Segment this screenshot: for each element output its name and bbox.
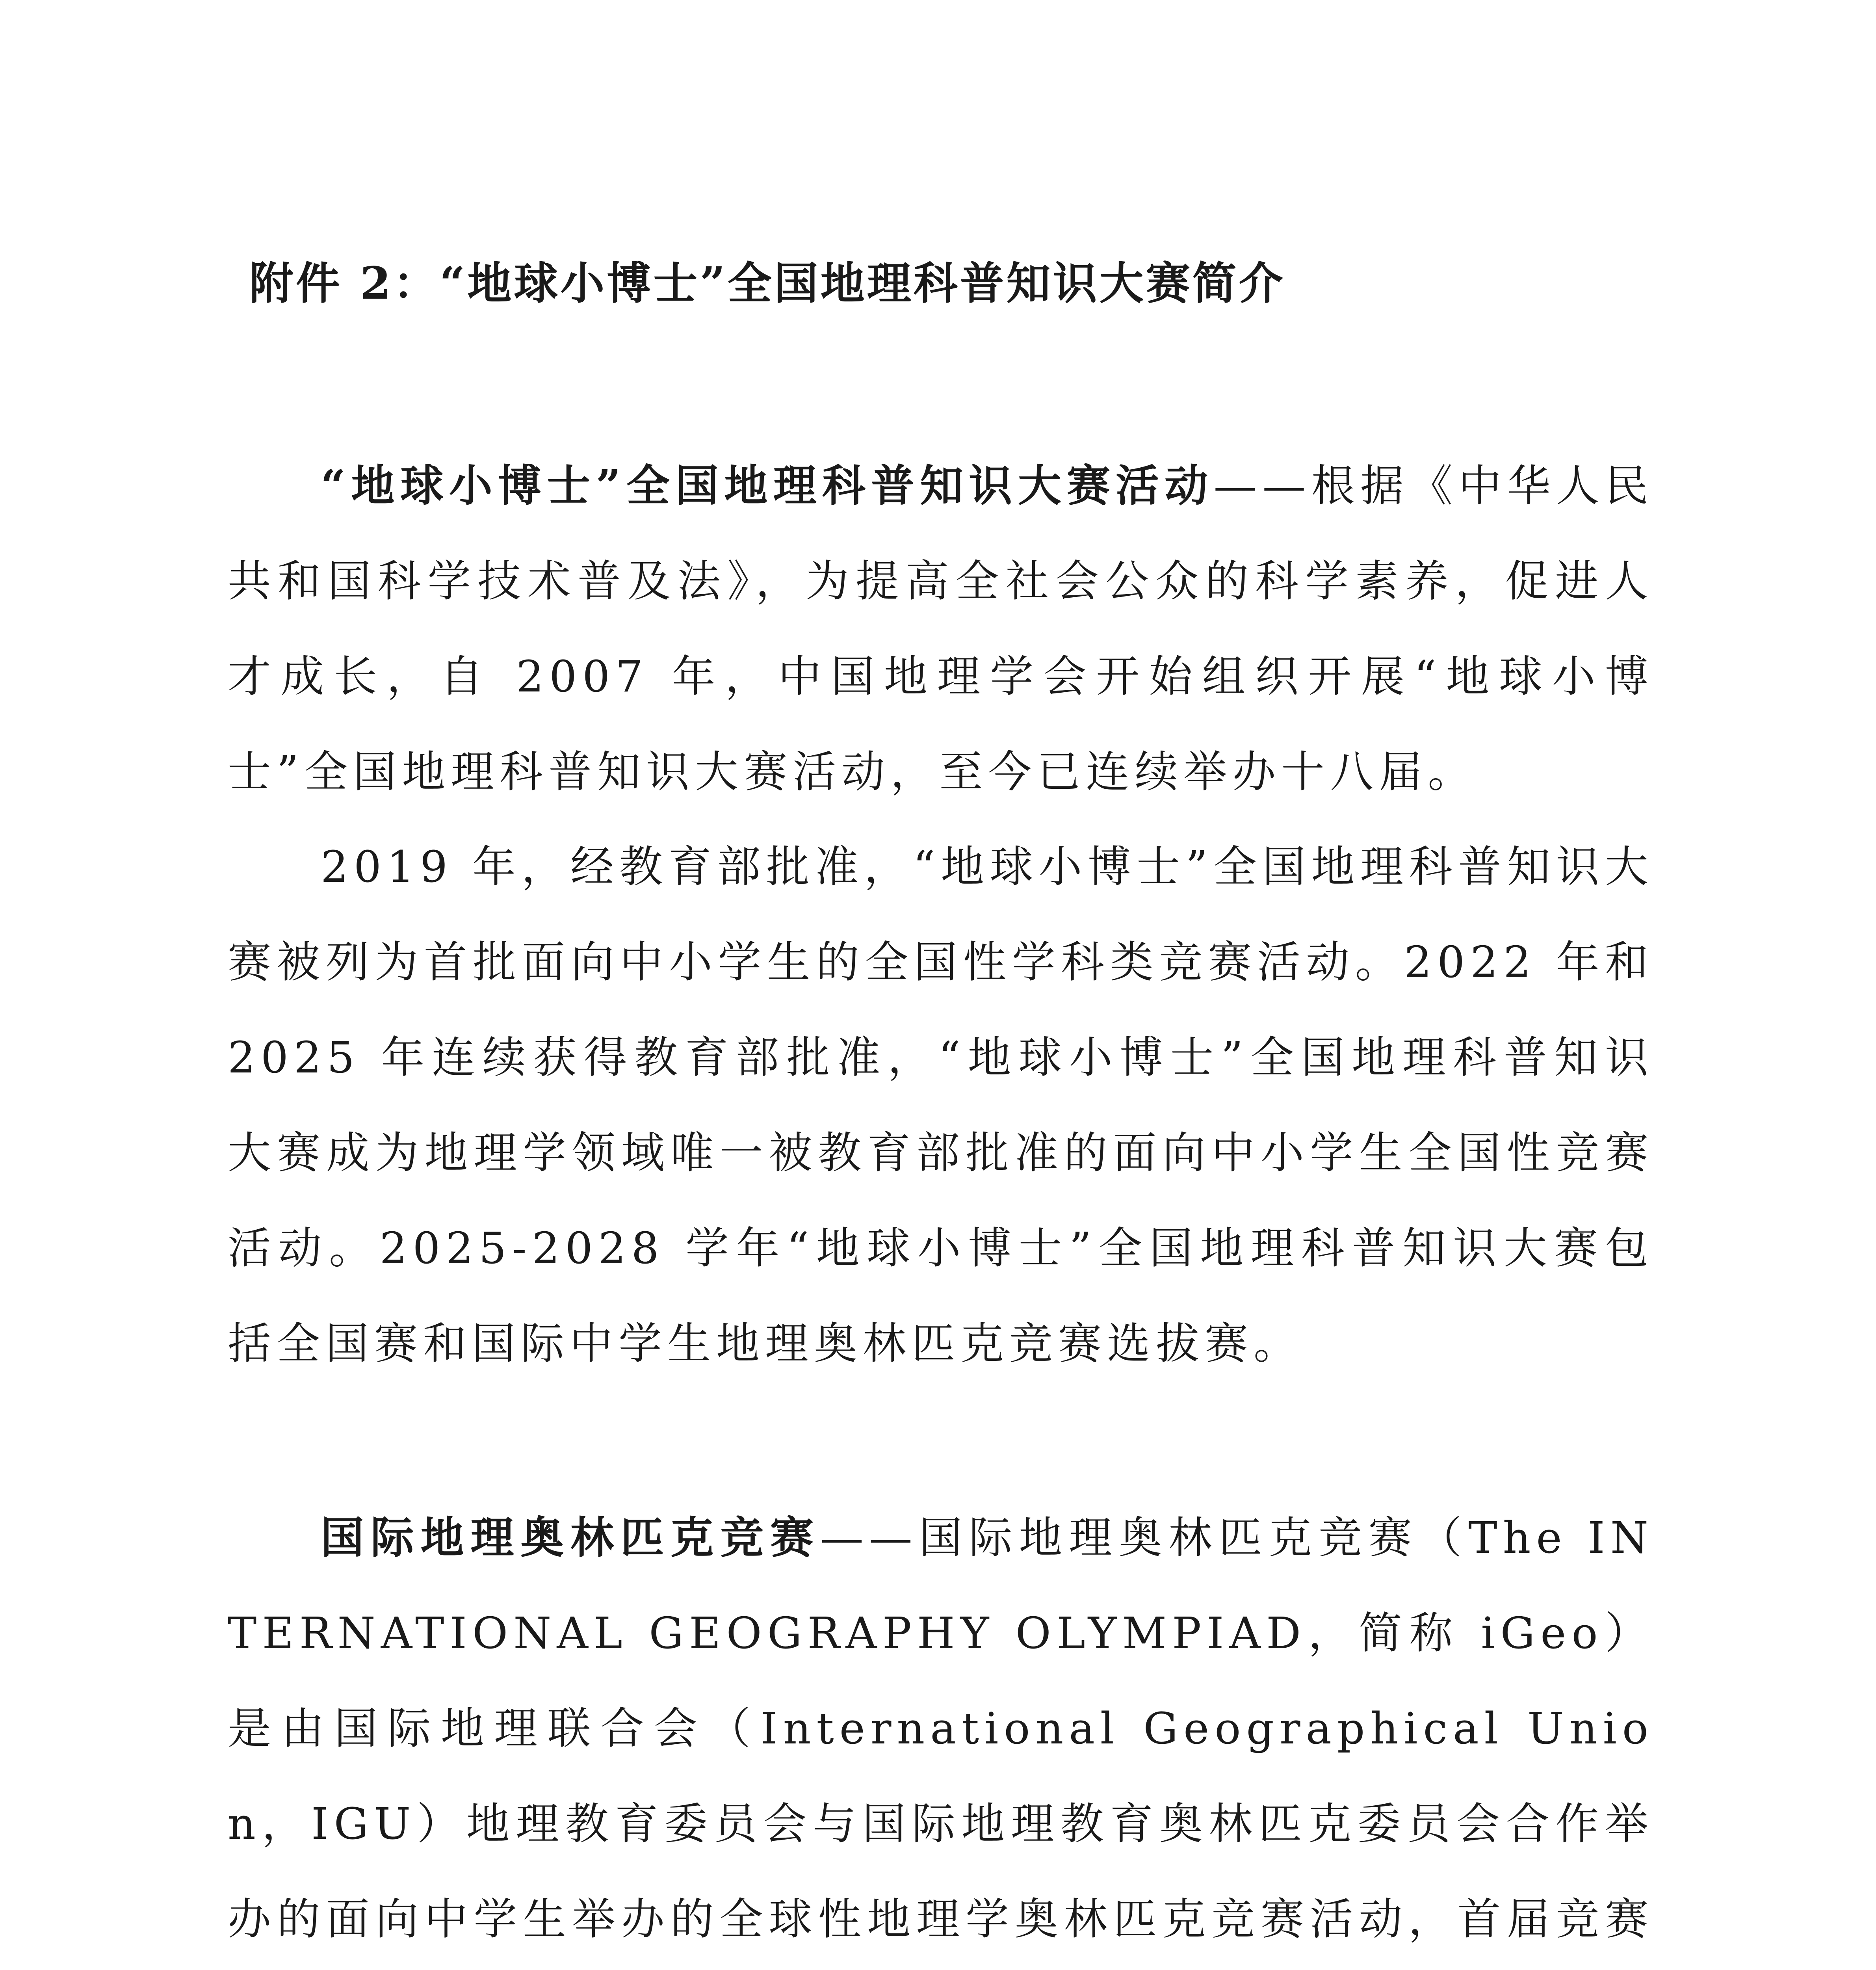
paragraph-text: ——国际地理奥林匹克竞赛（The INTERNATIONAL GEOGRAPHY OLYMPIAD，简称 iGeo）是由国际地理联合会（International Geographical Union，IGU）地理教育委员会与国际地理教育奥林匹克委员会合作举办的面向中学生举办的全球性地理学奥林匹克竞赛活动，首届竞赛 [228,1513,1654,1944]
paragraph-lead: “地球小博士”全国地理科普知识大赛活动 [321,460,1214,511]
paragraph-contest-intro [228,438,1654,820]
paragraph-text: 2019 年，经教育部批准，“地球小博士”全国地理科普知识大赛被列为首批面向中小学生的全国性学科类竞赛活动。2022 年和 2025 年连续获得教育部批准，“地球小博士”全国地理科普知识大赛成为地理学领域唯一被教育部批准的面向中小学生全国性竞赛活动。2025-2028 学年“地球小博士”全国地理科普知识大赛包括全国赛和国际中学生地理奥林匹克竞赛选拔赛。 [228,842,1654,1369]
document-heading: 附件 2：“地球小博士”全国地理科普知识大赛简介 [249,258,1285,309]
paragraph-ministry-approval [228,819,1654,1391]
paragraph-text: ——根据《中华人民共和国科学技术普及法》，为提高全社会公众的科学素养，促进人才成长，自 2007 年，中国地理学会开始组织开展“地球小博士”全国地理科普知识大赛活动，至今已连续举办十八届。 [228,461,1654,797]
paragraph-igeo [228,1490,1654,1970]
paragraph-lead: 国际地理奥林匹克竞赛 [321,1512,820,1563]
